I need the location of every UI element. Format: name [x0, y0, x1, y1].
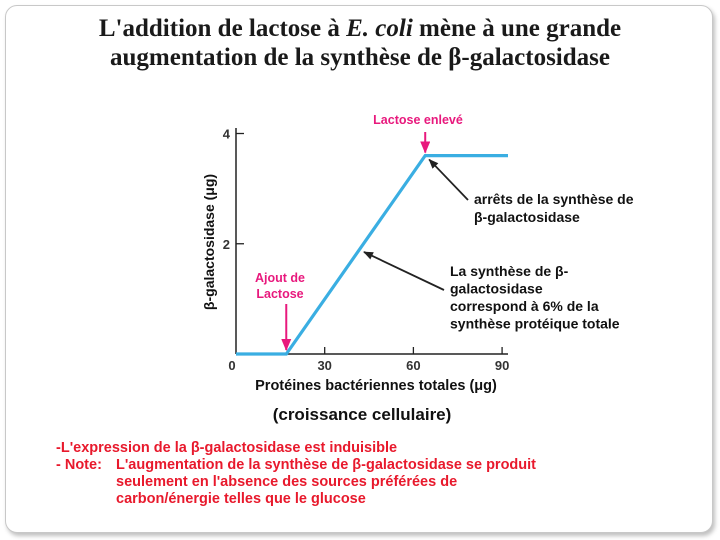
note-line: seulement en l'absence des sources préférées de: [116, 474, 458, 490]
annotation-synthesis-rate: La synthèse de β-: [450, 263, 569, 279]
annotation-lactose-added: Lactose: [256, 287, 304, 301]
y-axis-label: β-galactosidase (μg): [201, 173, 217, 311]
annotation-lactose-added: Ajout de: [255, 271, 305, 285]
note-glucose: [56, 457, 696, 508]
annotation-synthesis-rate: correspond à 6% de la: [450, 298, 599, 314]
arrow-synthesis-rate: [364, 252, 444, 290]
y-tick-label: 4: [222, 126, 230, 142]
x-tick-label: 90: [494, 358, 510, 373]
annotation-synthesis-stops: arrêts de la synthèse de: [474, 191, 634, 207]
note-inducible: [56, 440, 696, 457]
annotation-lactose-removed: Lactose enlevé: [373, 113, 463, 127]
slide-title: L'addition de lactose à E. coli mène à une grande augmentation de la synthèse de β-galactosidase: [98, 15, 622, 71]
note-line: L'augmentation de la synthèse de β-galactosidase se produit: [116, 457, 537, 473]
chart-ticks: [223, 127, 510, 373]
x-axis-sublabel: (croissance cellulaire): [272, 405, 452, 424]
annotation-synthesis-rate: synthèse protéique totale: [450, 315, 620, 332]
note-lead: - Note:: [56, 457, 102, 473]
note-body: [116, 457, 696, 508]
chart-annotations: [255, 113, 634, 350]
note-text: L'expression de la β-galactosidase est induisible: [60, 440, 398, 456]
note-line: carbon/énergie telles que le glucose: [116, 491, 366, 507]
annotation-synthesis-stops: β-galactosidase: [474, 209, 580, 225]
x-tick-label: 0: [228, 358, 236, 373]
note-lead: -: [56, 440, 61, 456]
x-tick-label: 60: [406, 358, 421, 373]
arrow-synthesis-stops: [429, 160, 468, 200]
x-axis-label: Protéines bactériennes totales (μg): [255, 378, 497, 394]
annotation-synthesis-rate: galactosidase: [450, 280, 543, 297]
notes: [56, 440, 696, 508]
x-tick-label: 30: [317, 358, 332, 373]
y-tick-label: 2: [222, 236, 230, 252]
